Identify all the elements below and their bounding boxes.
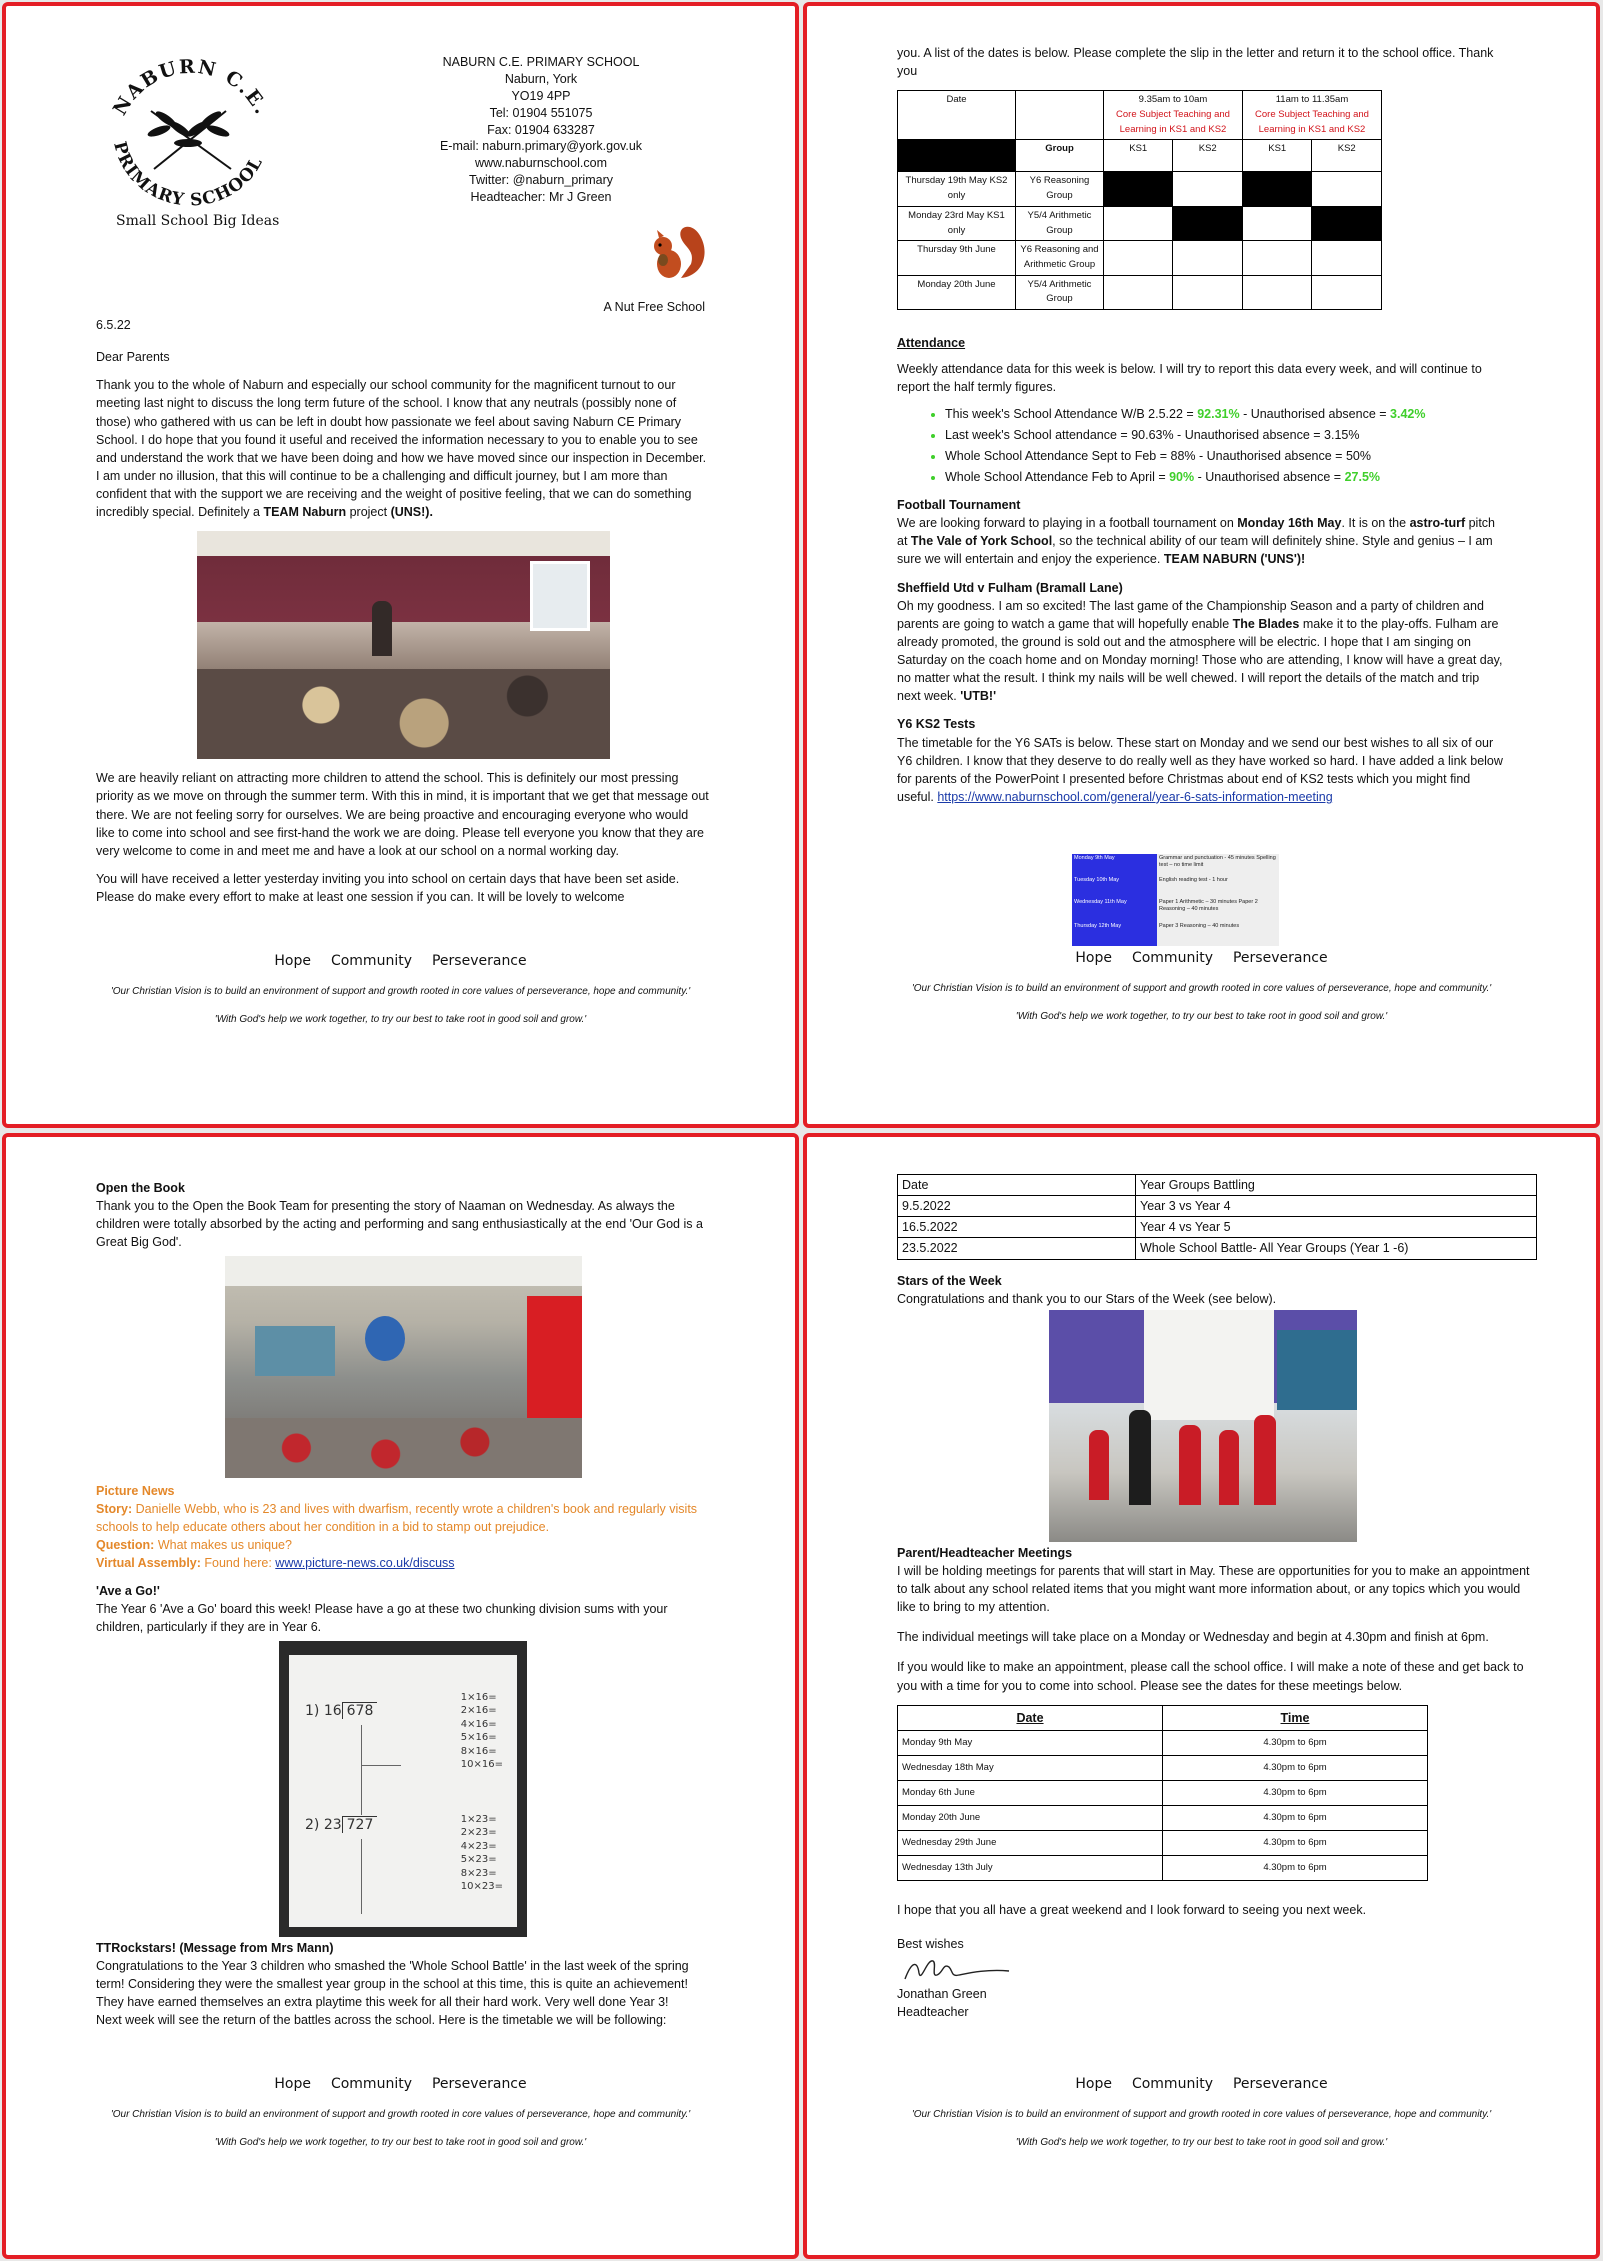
otb-text: Thank you to the Open the Book Team for presenting the story of Naaman on Wednesday. As always the children were totally absorbed by the acting and performing and sang enthusiastically at the end 'Our God is a Great Big God'. <box>96 1199 703 1250</box>
p2-intro: you. A list of the dates is below. Please complete the slip in the letter and return it to the school office. Thank you <box>897 46 1494 79</box>
core-values <box>6 951 795 971</box>
picture-news-link[interactable]: www.picture-news.co.uk/discuss <box>275 1556 455 1570</box>
greeting: Dear Parents <box>96 350 170 365</box>
meet-p2: The individual meetings will take place on a Monday or Wednesday and begin at 4.30pm and finish at 6pm. <box>897 1630 1489 1645</box>
closing: I hope that you all have a great weekend and I look forward to seeing you next week. <box>897 1902 1367 1917</box>
sessions-table: Date 9.35am to 10am Core Subject Teaching and Learning in KS1 and KS2 11am to 11.35am Core Subject Teaching and Learning in KS1 and KS2 Group KS1 KS2 KS1 KS2 Thursday 19th May KS2 only Y6 Reasoning Group Monday 23rd May KS1 only Y5/4 Arithmetic Group Thursday 9th June Y6 Reasoning and Arithmetic Group Monday 20th June Y5/4 Arithmetic Group <box>897 90 1382 310</box>
page-2 <box>803 2 1600 1128</box>
meet-p3: If you would like to make an appointment, please call the school office. I will make a note of these and get back to you with a time for you to come into school. Please see the dates for these meetings below. <box>897 1660 1524 1693</box>
meet-title: Parent/Headteacher Meetings <box>897 1545 1073 1560</box>
twitter: Twitter: @naburn_primary <box>469 173 613 188</box>
table-row: Wednesday 29th June 4.30pm to 6pm <box>898 1830 1428 1855</box>
pn-title: Picture News <box>96 1483 175 1498</box>
y6-text: The timetable for the Y6 SATs is below. These start on Monday and we send our best wishes to all six of our Y6 children. I know that they deserve to do really well as they have worked so hard. I have added a link below for parents of the PowerPoint I presented before Christmas about end of KS2 tests which you might find useful. https://www.naburnschool.com/general/year-6-sats-information-meeting <box>897 735 1503 804</box>
email: E-mail: naburn.primary@york.gov.uk <box>439 139 643 154</box>
website: www.naburnschool.com <box>474 156 607 171</box>
headteacher: Headteacher: Mr J Green <box>470 190 612 204</box>
meetings-table: Date Time Monday 9th May 4.30pm to 6pm Wednesday 18th May 4.30pm to 6pm Monday 6th June 4.30pm to 6pm Monday 20th June 4.30pm to 6pm Wednesday 29th June 4.30pm to 6pm Wednesday 13th July 4.30pm to 6pm <box>897 1705 1428 1881</box>
para2: We are heavily reliant on attracting more children to attend the school. This is definitely our most pressing priority as we move on through the summer term. With this in mind, it is important that we get that message out there. We are not feeling sorry for ourselves. We are being proactive and encouraging everyone who would like to come into school and see first-hand the work we are doing. Please tell everyone you know that they are very welcome to come in and meet me and have a look at our school on a normal working day. <box>96 771 709 858</box>
signature-icon <box>897 1955 1017 1985</box>
core-values: Hope Community Perseverance <box>274 2076 527 2092</box>
motto: 'With God's help we work together, to try our best to take root in good soil and grow.' <box>214 2137 587 2149</box>
stars-title: Stars of the Week <box>897 1273 1002 1288</box>
table-row: Monday 6th June 4.30pm to 6pm <box>898 1780 1428 1805</box>
stars-photo <box>1049 1310 1357 1542</box>
whiteboard-photo: 1) 16 678 2) 23 727 1×16= 2×16= 4×16= 5×16= 8×16= 10×16= 1×23= 2×23= 4×23= 5×23= 8×23= 10×23= <box>279 1641 527 1937</box>
ave-text: The Year 6 'Ave a Go' board this week! Please have a go at these two chunking division sums with your children, particularly if they are in Year 6. <box>96 1602 668 1635</box>
vision-statement: 'Our Christian Vision is to build an environment of support and growth rooted in core values of perseverance, hope and community.' <box>110 2109 691 2121</box>
signatory-name: Jonathan Green <box>897 1987 987 2001</box>
signatory-role: Headteacher <box>897 2005 969 2020</box>
wheat-icon <box>146 109 231 169</box>
stars-text: Congratulations and thank you to our Stars of the Week (see below). <box>897 1291 1277 1306</box>
picture-news: Picture News Story: Danielle Webb, who is 23 and lives with dwarfism, recently wrote a children's book and regularly visits schools to help educate others about her condition in a bid to stamp out prejudice. Question: What makes us unique? Virtual Assembly: Found here: www.picture-news.co.uk/discuss <box>96 1482 710 1573</box>
value-hope: Hope <box>274 953 311 969</box>
fax: Fax: 01904 633287 <box>487 122 595 137</box>
postcode: YO19 4PP <box>511 88 571 103</box>
motto: 'With God's help we work together, to try our best to take root in good soil and grow.' <box>1015 1011 1388 1023</box>
meet-p1: I will be holding meetings for parents that will start in May. These are opportunities for you to make an appointment to talk about any school related items that you might want more information about, or any topics which you would like to bring to my attention. <box>897 1563 1530 1615</box>
page-1 <box>2 2 799 1128</box>
sats-link[interactable]: https://www.naburnschool.com/general/year-6-sats-information-meeting <box>937 789 1333 804</box>
table-row: Monday 9th May 4.30pm to 6pm <box>898 1730 1428 1755</box>
core-values: Hope Community Perseverance <box>1075 2076 1328 2092</box>
table-row: 23.5.2022 Whole School Battle- All Year Groups (Year 1 -6) <box>898 1238 1537 1259</box>
attendance-title: Attendance <box>897 336 966 351</box>
table-row: 16.5.2022 Year 4 vs Year 5 <box>898 1217 1537 1238</box>
para3: You will have received a letter yesterday inviting you into school on certain days that have been set aside. Please do make every effort to make at least one session if you can. It will be lovely to welcome <box>96 871 680 904</box>
attendance-intro: Weekly attendance data for this week is below. I will try to report this data every week, and will continue to report the half termly figures. <box>897 362 1482 395</box>
motto: 'With God's help we work together, to try our best to take root in good soil and grow.' <box>1015 2137 1388 2149</box>
motto: 'With God's help we work together, to try our best to take root in good soil and grow.' <box>214 1014 587 1026</box>
table-row: Monday 20th June Y5/4 Arithmetic Group <box>898 275 1382 309</box>
meeting-photo <box>197 531 610 759</box>
table-row: Monday 20th June 4.30pm to 6pm <box>898 1805 1428 1830</box>
battle-table: Date Year Groups Battling 9.5.2022 Year 3 vs Year 4 16.5.2022 Year 4 vs Year 5 23.5.2022 Whole School Battle- All Year Groups (Year 1 -6) <box>897 1174 1537 1260</box>
table-row: Wednesday 13th July 4.30pm to 6pm <box>898 1855 1428 1880</box>
open-the-book-photo <box>225 1256 582 1478</box>
table-row: Thursday 19th May KS2 only Y6 Reasoning Group <box>898 172 1382 206</box>
vision-statement: 'Our Christian Vision is to build an environment of support and growth rooted in core values of perseverance, hope and community.' <box>911 983 1492 995</box>
school-logo <box>96 51 281 211</box>
attendance-list: • This week's School Attendance W/B 2.5.22 = 92.31% - Unauthorised absence = 3.42% • Last week's School attendance = 90.63% - Unauthorised absence = 3.15% • Whole School Attendance Sept to Feb = 88% - Unauthorised absence = 50% • Whole School Attendance Feb to April = 90% - Unauthorised absence = 27.5% <box>945 405 1506 487</box>
page-4 <box>803 1133 1600 2259</box>
tagline: Small School Big Ideas <box>116 213 280 229</box>
sats-timetable: Monday 9th May Grammar and punctuation - 45 minutes Spelling test – no time limit Tuesday 10th May English reading test - 1 hour Wednesday 11th May Paper 1 Arithmetic – 30 minutes Paper 2 Reasoning – 40 minutes Thursday 12th May Paper 3 Reasoning – 40 minutes <box>1072 854 1279 946</box>
y6-title: Y6 KS2 Tests <box>897 717 976 732</box>
value-perseverance: Perseverance <box>431 953 527 969</box>
squirrel-icon <box>641 216 711 286</box>
vision-statement: 'Our Christian Vision is to build an environment of support and growth rooted in core values of perseverance, hope and community.' <box>911 2109 1492 2121</box>
logo-arc-bottom: PRIMARY SCHOOL <box>109 139 268 211</box>
logo-arc-top: NABURN C.E. <box>108 55 274 120</box>
nut-free-label: A Nut Free School <box>603 300 705 314</box>
vision-statement: 'Our Christian Vision is to build an environment of support and growth rooted in core values of perseverance, hope and community.' <box>110 986 691 998</box>
table-row: Monday 23rd May KS1 only Y5/4 Arithmetic Group <box>898 206 1382 240</box>
table-row: Thursday 9th June Y6 Reasoning and Arithmetic Group <box>898 241 1382 275</box>
core-values: Hope Community Perseverance <box>1075 950 1328 966</box>
table-row: Wednesday 18th May 4.30pm to 6pm <box>898 1755 1428 1780</box>
ttr-text: Congratulations to the Year 3 children who smashed the 'Whole School Battle' in the last week of the spring term! Considering they were the smallest year group in the school at this time, this is quite an achievement! They have earned themselves an extra playtime this week for all their hard work. Very well done Year 3! <box>96 1958 689 2009</box>
address-town: Naburn, York <box>504 71 578 86</box>
football-text: We are looking forward to playing in a football tournament on Monday 16th May. It is on the astro-turf pitch at The Vale of York School, so the technical ability of our team will definitely shine. Style and genius – I am sure we will entertain and enjoy the experience. TEAM NABURN ('UNS')! <box>897 516 1496 567</box>
otb-title: Open the Book <box>96 1181 185 1195</box>
tel: Tel: 01904 551075 <box>489 105 593 120</box>
sessions-h-date: Date <box>898 91 1016 140</box>
sheffield-text: Oh my goodness. I am so excited! The last game of the Championship Season and a party of children and parents are going to watch a game that will hopefully enable The Blades make it to the play-offs. Fulham are already promoted, the ground is sold out and the atmosphere will be electric. I hope that I am singing on Saturday on the coach home and on Monday morning! Those who are attending, I know will have a great day, no matter what the result. I think my nails will be well chewed. I will report the details of the match and trip next week. 'UTB!' <box>897 598 1503 704</box>
ave-title: 'Ave a Go!' <box>96 1584 160 1599</box>
letterhead-address <box>381 54 701 206</box>
ttr-title: TTRockstars! (Message from Mrs Mann) <box>96 1940 334 1955</box>
school-name: NABURN C.E. PRIMARY SCHOOL <box>442 55 640 69</box>
football-title: Football Tournament <box>897 498 1021 513</box>
page-3 <box>2 1133 799 2259</box>
svg-text:PRIMARY SCHOOL <box>109 140 267 211</box>
sign-off: Best wishes <box>897 1936 964 1951</box>
svg-text:NABURN C.E. <box>109 56 273 119</box>
para1: Thank you to the whole of Naburn and especially our school community for the magnificent turnout to our meeting last night to discuss the long term future of the school. I know that any neutrals (possibly none of those) who gathered with us can be left in doubt how passionate we feel about saving Naburn CE Primary School. I do hope that you found it useful and received the information necessary to you to enable you to see and understand the work that we have been doing and how we have moved since our inspection in December. I am under no illusion, that this will continue to be a challenging and difficult journey, but I am more than confident that with the support we are receiving and the weight of positive feeling, that we can do something incredibly special. Definitely a TEAM Naburn project (UNS!). <box>96 378 707 520</box>
ttr-text2: Next week will see the return of the battles across the school. Here is the timetable we will be following: <box>96 2013 667 2027</box>
value-community: Community <box>330 953 412 969</box>
sheffield-title: Sheffield Utd v Fulham (Bramall Lane) <box>897 580 1123 595</box>
table-row: 9.5.2022 Year 3 vs Year 4 <box>898 1196 1537 1217</box>
letter-date: 6.5.22 <box>96 318 131 332</box>
